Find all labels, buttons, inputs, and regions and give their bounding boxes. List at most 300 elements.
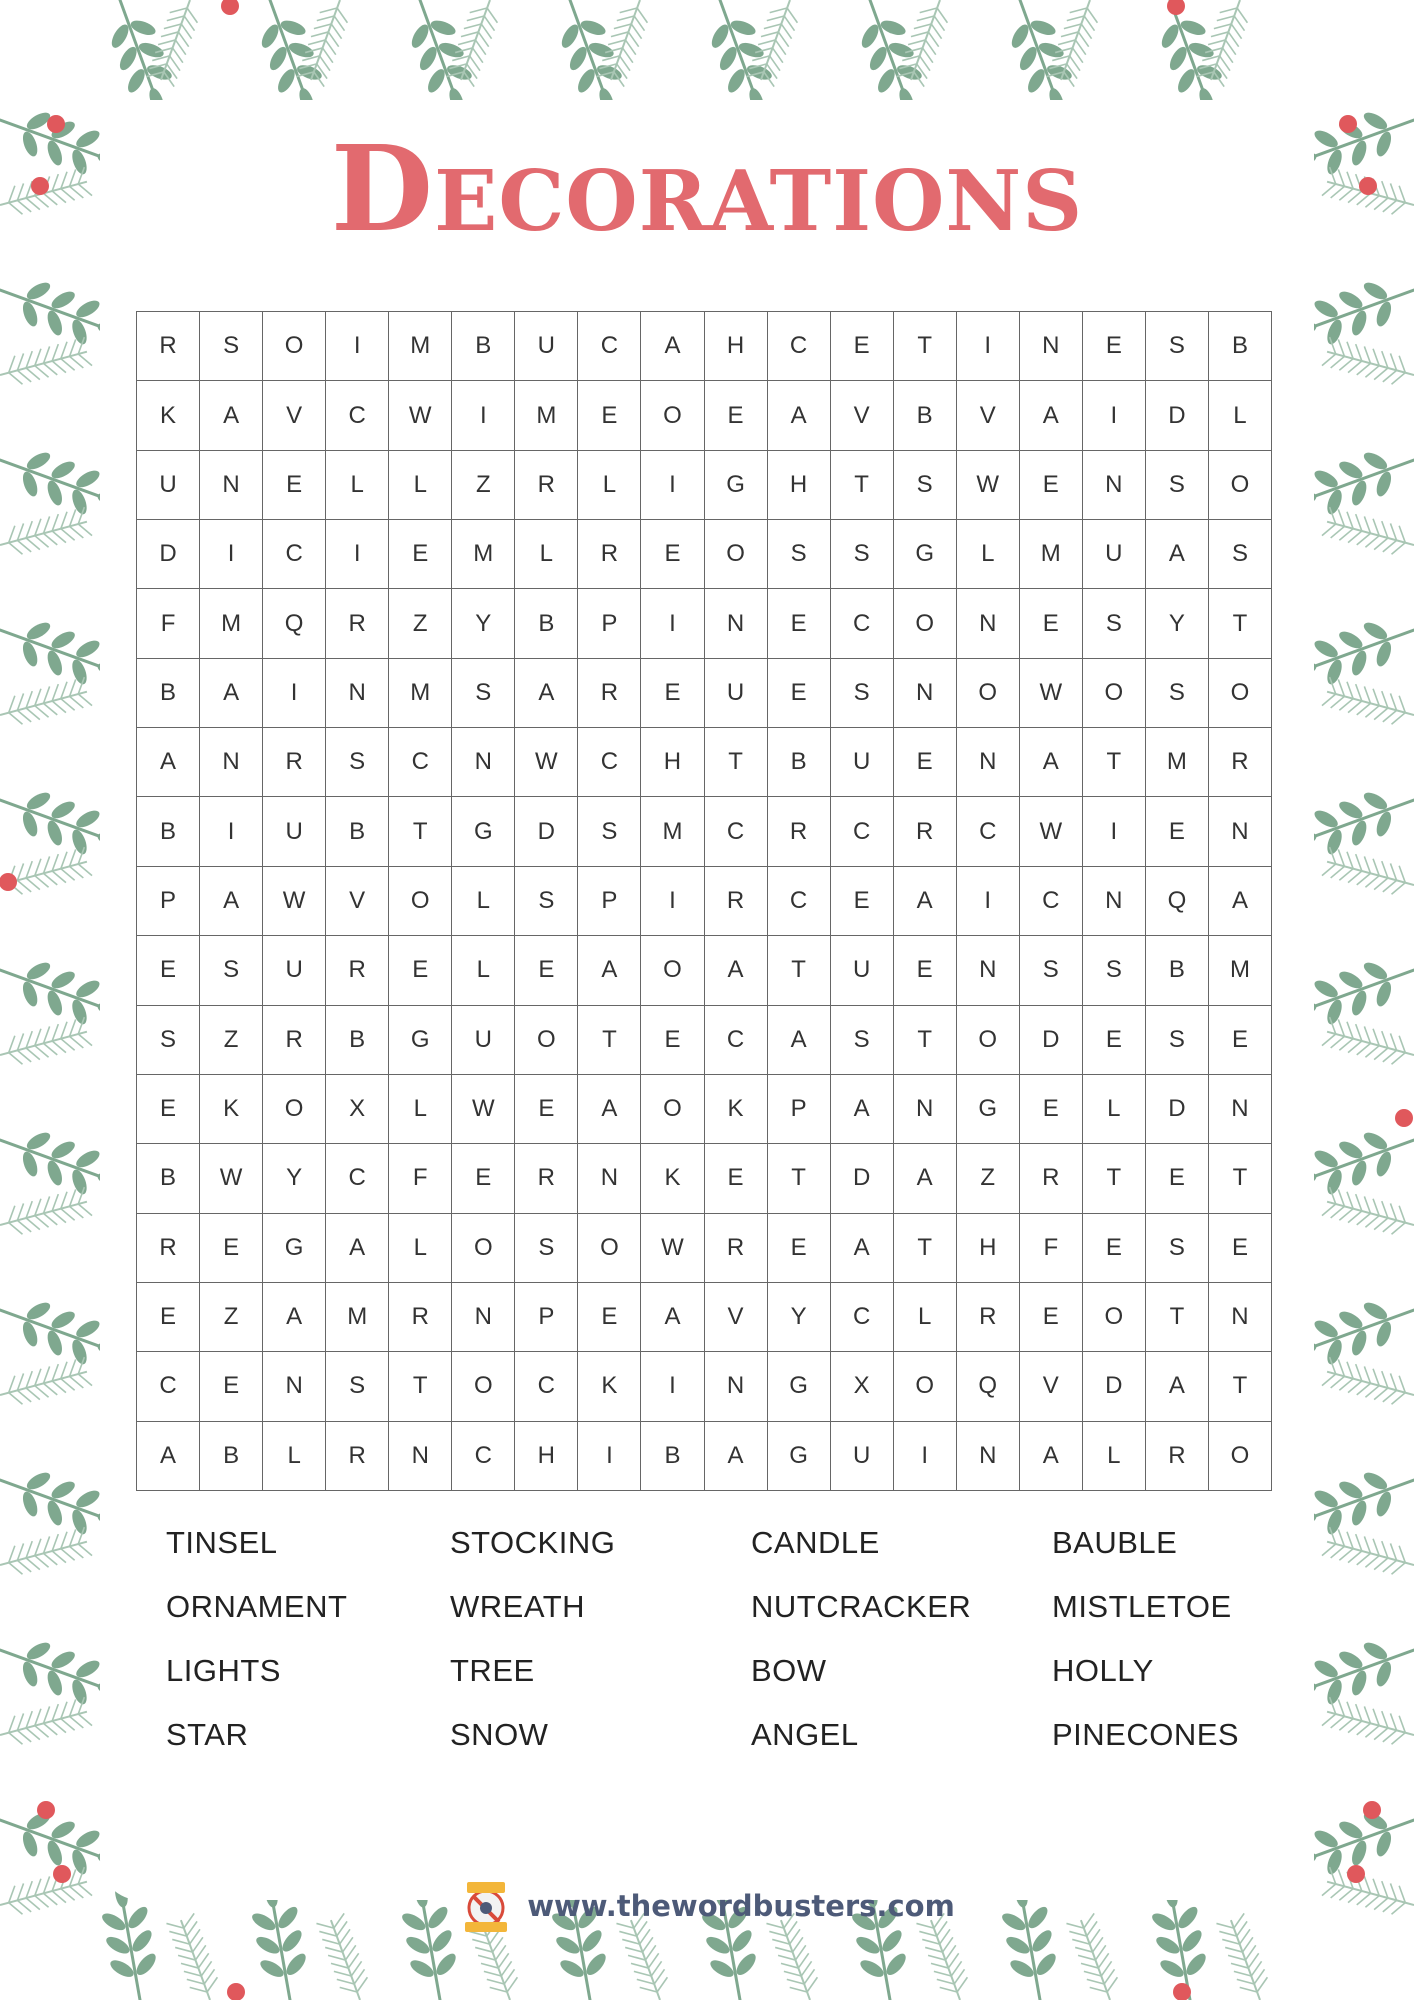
grid-cell: A xyxy=(1146,520,1209,589)
grid-cell: O xyxy=(452,1352,515,1421)
grid-cell: G xyxy=(894,520,957,589)
grid-cell: S xyxy=(200,312,263,381)
grid-cell: A xyxy=(894,1144,957,1213)
grid-cell: O xyxy=(263,312,326,381)
grid-cell: A xyxy=(200,659,263,728)
grid-cell: N xyxy=(326,659,389,728)
grid-cell: I xyxy=(452,381,515,450)
grid-cell: M xyxy=(1146,728,1209,797)
grid-cell: I xyxy=(641,1352,704,1421)
grid-cell: E xyxy=(1209,1214,1272,1283)
grid-cell: S xyxy=(578,797,641,866)
grid-cell: A xyxy=(641,312,704,381)
word-list-item: TREE xyxy=(450,1653,535,1688)
grid-cell: O xyxy=(641,936,704,1005)
grid-cell: N xyxy=(957,728,1020,797)
grid-cell: M xyxy=(389,659,452,728)
grid-cell: Y xyxy=(1146,589,1209,658)
grid-cell: W xyxy=(452,1075,515,1144)
grid-cell: A xyxy=(894,867,957,936)
grid-cell: S xyxy=(1083,589,1146,658)
grid-cell: Z xyxy=(389,589,452,658)
word-list-item: CANDLE xyxy=(751,1525,880,1560)
grid-cell: U xyxy=(263,936,326,1005)
grid-cell: M xyxy=(641,797,704,866)
grid-cell: E xyxy=(515,1075,578,1144)
grid-cell: E xyxy=(515,936,578,1005)
grid-cell: Z xyxy=(200,1283,263,1352)
grid-cell: N xyxy=(957,589,1020,658)
grid-cell: B xyxy=(1209,312,1272,381)
grid-cell: A xyxy=(578,936,641,1005)
grid-cell: A xyxy=(1020,1422,1083,1491)
grid-cell: B xyxy=(326,797,389,866)
grid-cell: S xyxy=(831,1006,894,1075)
grid-cell: T xyxy=(894,1214,957,1283)
grid-cell: A xyxy=(831,1075,894,1144)
grid-cell: N xyxy=(894,1075,957,1144)
grid-cell: G xyxy=(768,1422,831,1491)
grid-cell: N xyxy=(705,589,768,658)
grid-cell: N xyxy=(1209,1283,1272,1352)
word-list-item: LIGHTS xyxy=(166,1653,281,1688)
grid-cell: S xyxy=(831,520,894,589)
grid-cell: P xyxy=(137,867,200,936)
grid-cell: B xyxy=(515,589,578,658)
grid-cell: S xyxy=(1146,1006,1209,1075)
grid-cell: E xyxy=(831,867,894,936)
grid-cell: E xyxy=(137,1283,200,1352)
grid-cell: A xyxy=(578,1075,641,1144)
word-list-item: ANGEL xyxy=(751,1717,859,1752)
grid-cell: E xyxy=(1083,1214,1146,1283)
grid-cell: E xyxy=(705,1144,768,1213)
grid-cell: O xyxy=(452,1214,515,1283)
website-url: www.thewordbusters.com xyxy=(527,1889,955,1923)
grid-cell: L xyxy=(1083,1075,1146,1144)
grid-cell: A xyxy=(1209,867,1272,936)
grid-cell: L xyxy=(578,451,641,520)
grid-cell: G xyxy=(263,1214,326,1283)
grid-cell: Z xyxy=(957,1144,1020,1213)
grid-cell: O xyxy=(641,1075,704,1144)
grid-cell: Y xyxy=(263,1144,326,1213)
grid-cell: O xyxy=(1083,659,1146,728)
grid-cell: R xyxy=(1020,1144,1083,1213)
grid-cell: R xyxy=(515,1144,578,1213)
grid-cell: V xyxy=(705,1283,768,1352)
grid-cell: L xyxy=(1209,381,1272,450)
word-list-item: BAUBLE xyxy=(1052,1525,1178,1560)
grid-cell: A xyxy=(1146,1352,1209,1421)
grid-cell: E xyxy=(831,312,894,381)
grid-cell: S xyxy=(1146,1214,1209,1283)
grid-cell: S xyxy=(768,520,831,589)
grid-cell: U xyxy=(705,659,768,728)
grid-cell: M xyxy=(200,589,263,658)
grid-cell: O xyxy=(1209,659,1272,728)
grid-cell: P xyxy=(578,867,641,936)
grid-cell: B xyxy=(1146,936,1209,1005)
grid-cell: D xyxy=(1083,1352,1146,1421)
grid-cell: E xyxy=(578,381,641,450)
grid-cell: C xyxy=(452,1422,515,1491)
grid-cell: M xyxy=(452,520,515,589)
grid-cell: W xyxy=(263,867,326,936)
grid-cell: A xyxy=(705,1422,768,1491)
grid-cell: F xyxy=(1020,1214,1083,1283)
grid-cell: S xyxy=(515,1214,578,1283)
grid-cell: S xyxy=(452,659,515,728)
grid-cell: O xyxy=(641,381,704,450)
grid-cell: O xyxy=(1083,1283,1146,1352)
grid-cell: I xyxy=(200,520,263,589)
grid-cell: U xyxy=(452,1006,515,1075)
grid-cell: N xyxy=(1209,797,1272,866)
grid-cell: T xyxy=(894,312,957,381)
grid-cell: D xyxy=(831,1144,894,1213)
grid-cell: E xyxy=(263,451,326,520)
grid-cell: V xyxy=(957,381,1020,450)
grid-cell: C xyxy=(705,1006,768,1075)
grid-cell: U xyxy=(515,312,578,381)
grid-cell: I xyxy=(894,1422,957,1491)
grid-cell: B xyxy=(200,1422,263,1491)
grid-cell: V xyxy=(1020,1352,1083,1421)
grid-cell: U xyxy=(263,797,326,866)
grid-cell: O xyxy=(1209,451,1272,520)
grid-cell: T xyxy=(389,1352,452,1421)
grid-cell: B xyxy=(452,312,515,381)
grid-cell: I xyxy=(326,520,389,589)
grid-cell: R xyxy=(263,1006,326,1075)
word-busters-logo-icon xyxy=(459,1878,513,1934)
grid-cell: R xyxy=(705,1214,768,1283)
word-list-item: PINECONES xyxy=(1052,1717,1240,1752)
grid-cell: W xyxy=(957,451,1020,520)
grid-cell: U xyxy=(831,728,894,797)
grid-cell: R xyxy=(326,1422,389,1491)
word-list-item: BOW xyxy=(751,1653,827,1688)
grid-cell: A xyxy=(137,728,200,797)
grid-cell: E xyxy=(1083,1006,1146,1075)
grid-cell: C xyxy=(326,381,389,450)
grid-cell: Z xyxy=(200,1006,263,1075)
grid-cell: H xyxy=(768,451,831,520)
grid-cell: Q xyxy=(957,1352,1020,1421)
grid-cell: N xyxy=(200,451,263,520)
grid-cell: H xyxy=(515,1422,578,1491)
grid-cell: K xyxy=(200,1075,263,1144)
grid-cell: N xyxy=(957,1422,1020,1491)
grid-cell: C xyxy=(578,728,641,797)
grid-cell: A xyxy=(326,1214,389,1283)
grid-cell: W xyxy=(1020,797,1083,866)
grid-cell: T xyxy=(831,451,894,520)
grid-cell: R xyxy=(326,589,389,658)
grid-cell: S xyxy=(326,1352,389,1421)
grid-cell: O xyxy=(957,1006,1020,1075)
grid-cell: K xyxy=(137,381,200,450)
grid-cell: Q xyxy=(1146,867,1209,936)
grid-cell: E xyxy=(1209,1006,1272,1075)
footer xyxy=(0,1876,1414,1936)
grid-cell: L xyxy=(1083,1422,1146,1491)
grid-cell: L xyxy=(389,451,452,520)
grid-cell: I xyxy=(263,659,326,728)
grid-cell: A xyxy=(1020,381,1083,450)
grid-cell: C xyxy=(831,797,894,866)
grid-cell: T xyxy=(1209,1144,1272,1213)
word-list-item: TINSEL xyxy=(166,1525,278,1560)
grid-cell: V xyxy=(326,867,389,936)
grid-cell: M xyxy=(1209,936,1272,1005)
grid-cell: E xyxy=(1146,797,1209,866)
grid-cell: W xyxy=(389,381,452,450)
grid-cell: I xyxy=(326,312,389,381)
grid-cell: B xyxy=(137,659,200,728)
grid-cell: E xyxy=(1020,1283,1083,1352)
grid-cell: O xyxy=(263,1075,326,1144)
grid-cell: K xyxy=(578,1352,641,1421)
grid-cell: L xyxy=(389,1075,452,1144)
grid-cell: P xyxy=(768,1075,831,1144)
grid-cell: A xyxy=(831,1214,894,1283)
grid-cell: R xyxy=(578,520,641,589)
grid-cell: A xyxy=(137,1422,200,1491)
grid-cell: E xyxy=(1146,1144,1209,1213)
grid-cell: D xyxy=(1146,1075,1209,1144)
grid-cell: N xyxy=(578,1144,641,1213)
grid-cell: B xyxy=(768,728,831,797)
grid-cell: K xyxy=(641,1144,704,1213)
grid-cell: N xyxy=(452,1283,515,1352)
grid-cell: A xyxy=(263,1283,326,1352)
grid-cell: D xyxy=(515,797,578,866)
word-list-item: NUTCRACKER xyxy=(751,1589,972,1624)
grid-cell: C xyxy=(263,520,326,589)
grid-cell: O xyxy=(894,589,957,658)
grid-cell: G xyxy=(705,451,768,520)
grid-cell: D xyxy=(1146,381,1209,450)
grid-cell: B xyxy=(894,381,957,450)
grid-cell: A xyxy=(768,381,831,450)
word-list-item: STAR xyxy=(166,1717,249,1752)
grid-cell: S xyxy=(1209,520,1272,589)
grid-cell: E xyxy=(1083,312,1146,381)
grid-cell: E xyxy=(200,1352,263,1421)
word-search-grid xyxy=(136,311,1272,1491)
grid-cell: C xyxy=(137,1352,200,1421)
grid-cell: A xyxy=(1020,728,1083,797)
grid-cell: E xyxy=(1020,1075,1083,1144)
word-list xyxy=(0,1525,1414,1765)
grid-cell: I xyxy=(957,312,1020,381)
grid-cell: S xyxy=(831,659,894,728)
grid-cell: T xyxy=(1146,1283,1209,1352)
word-list-item: MISTLETOE xyxy=(1052,1589,1232,1624)
grid-cell: O xyxy=(389,867,452,936)
grid-cell: U xyxy=(1083,520,1146,589)
grid-cell: R xyxy=(894,797,957,866)
grid-cell: B xyxy=(641,1422,704,1491)
grid-cell: I xyxy=(578,1422,641,1491)
grid-cell: Y xyxy=(768,1283,831,1352)
grid-cell: Z xyxy=(452,451,515,520)
grid-cell: K xyxy=(705,1075,768,1144)
grid-cell: I xyxy=(1083,797,1146,866)
grid-cell: N xyxy=(1083,867,1146,936)
grid-cell: E xyxy=(389,520,452,589)
grid-cell: N xyxy=(705,1352,768,1421)
grid-cell: A xyxy=(705,936,768,1005)
grid-cell: O xyxy=(957,659,1020,728)
grid-cell: E xyxy=(389,936,452,1005)
grid-cell: H xyxy=(705,312,768,381)
grid-cell: N xyxy=(452,728,515,797)
grid-cell: E xyxy=(641,659,704,728)
grid-cell: R xyxy=(768,797,831,866)
grid-cell: B xyxy=(137,797,200,866)
grid-cell: E xyxy=(641,520,704,589)
grid-cell: L xyxy=(452,867,515,936)
grid-cell: P xyxy=(515,1283,578,1352)
grid-cell: E xyxy=(452,1144,515,1213)
grid-cell: U xyxy=(831,1422,894,1491)
grid-cell: C xyxy=(957,797,1020,866)
grid-cell: C xyxy=(389,728,452,797)
grid-cell: C xyxy=(1020,867,1083,936)
grid-cell: N xyxy=(1209,1075,1272,1144)
grid-cell: T xyxy=(1083,728,1146,797)
grid-cell: M xyxy=(515,381,578,450)
grid-cell: L xyxy=(515,520,578,589)
grid-cell: A xyxy=(768,1006,831,1075)
grid-cell: M xyxy=(1020,520,1083,589)
grid-cell: W xyxy=(1020,659,1083,728)
grid-cell: S xyxy=(1020,936,1083,1005)
grid-cell: R xyxy=(326,936,389,1005)
grid-cell: N xyxy=(263,1352,326,1421)
grid-cell: C xyxy=(768,312,831,381)
grid-cell: G xyxy=(768,1352,831,1421)
grid-cell: X xyxy=(831,1352,894,1421)
word-list-item: SNOW xyxy=(450,1717,549,1752)
grid-cell: G xyxy=(389,1006,452,1075)
grid-cell: D xyxy=(1020,1006,1083,1075)
grid-cell: H xyxy=(641,728,704,797)
grid-cell: B xyxy=(137,1144,200,1213)
grid-cell: S xyxy=(1146,659,1209,728)
grid-cell: E xyxy=(137,1075,200,1144)
grid-cell: S xyxy=(200,936,263,1005)
grid-cell: R xyxy=(137,1214,200,1283)
grid-cell: G xyxy=(452,797,515,866)
grid-cell: S xyxy=(1146,451,1209,520)
grid-cell: L xyxy=(389,1214,452,1283)
grid-cell: A xyxy=(200,867,263,936)
grid-cell: S xyxy=(515,867,578,936)
grid-cell: Y xyxy=(452,589,515,658)
grid-cell: B xyxy=(326,1006,389,1075)
grid-cell: F xyxy=(389,1144,452,1213)
word-list-item: STOCKING xyxy=(450,1525,616,1560)
grid-cell: A xyxy=(200,381,263,450)
grid-cell: E xyxy=(578,1283,641,1352)
grid-cell: D xyxy=(137,520,200,589)
grid-cell: W xyxy=(200,1144,263,1213)
grid-cell: O xyxy=(515,1006,578,1075)
grid-cell: N xyxy=(894,659,957,728)
grid-cell: E xyxy=(894,936,957,1005)
grid-cell: C xyxy=(768,867,831,936)
word-list-item: WREATH xyxy=(450,1589,586,1624)
grid-cell: R xyxy=(389,1283,452,1352)
grid-cell: E xyxy=(1020,451,1083,520)
grid-cell: E xyxy=(200,1214,263,1283)
grid-cell: T xyxy=(1209,589,1272,658)
grid-cell: M xyxy=(389,312,452,381)
grid-cell: F xyxy=(137,589,200,658)
grid-cell: T xyxy=(768,936,831,1005)
grid-cell: C xyxy=(515,1352,578,1421)
grid-cell: R xyxy=(1146,1422,1209,1491)
grid-cell: I xyxy=(1083,381,1146,450)
grid-cell: L xyxy=(263,1422,326,1491)
grid-cell: O xyxy=(1209,1422,1272,1491)
grid-cell: M xyxy=(326,1283,389,1352)
grid-cell: I xyxy=(641,589,704,658)
grid-cell: C xyxy=(326,1144,389,1213)
grid-cell: N xyxy=(389,1422,452,1491)
grid-cell: G xyxy=(957,1075,1020,1144)
grid-cell: P xyxy=(578,589,641,658)
grid-cell: A xyxy=(515,659,578,728)
grid-cell: T xyxy=(1083,1144,1146,1213)
grid-cell: E xyxy=(894,728,957,797)
word-list-item: ORNAMENT xyxy=(166,1589,348,1624)
grid-cell: L xyxy=(452,936,515,1005)
grid-cell: H xyxy=(957,1214,1020,1283)
grid-cell: N xyxy=(957,936,1020,1005)
grid-cell: I xyxy=(957,867,1020,936)
grid-cell: U xyxy=(831,936,894,1005)
grid-cell: S xyxy=(137,1006,200,1075)
grid-cell: S xyxy=(326,728,389,797)
grid-cell: S xyxy=(1146,312,1209,381)
grid-cell: E xyxy=(137,936,200,1005)
grid-cell: U xyxy=(137,451,200,520)
grid-cell: T xyxy=(705,728,768,797)
grid-cell: O xyxy=(894,1352,957,1421)
grid-cell: O xyxy=(705,520,768,589)
grid-cell: R xyxy=(137,312,200,381)
grid-cell: R xyxy=(263,728,326,797)
grid-cell: R xyxy=(515,451,578,520)
grid-cell: I xyxy=(641,867,704,936)
grid-cell: T xyxy=(768,1144,831,1213)
grid-cell: L xyxy=(326,451,389,520)
grid-cell: E xyxy=(705,381,768,450)
grid-cell: Q xyxy=(263,589,326,658)
grid-cell: R xyxy=(1209,728,1272,797)
grid-cell: X xyxy=(326,1075,389,1144)
grid-cell: C xyxy=(705,797,768,866)
page-title: Decorations xyxy=(330,119,1084,258)
grid-cell: V xyxy=(831,381,894,450)
grid-cell: L xyxy=(894,1283,957,1352)
grid-cell: E xyxy=(768,589,831,658)
